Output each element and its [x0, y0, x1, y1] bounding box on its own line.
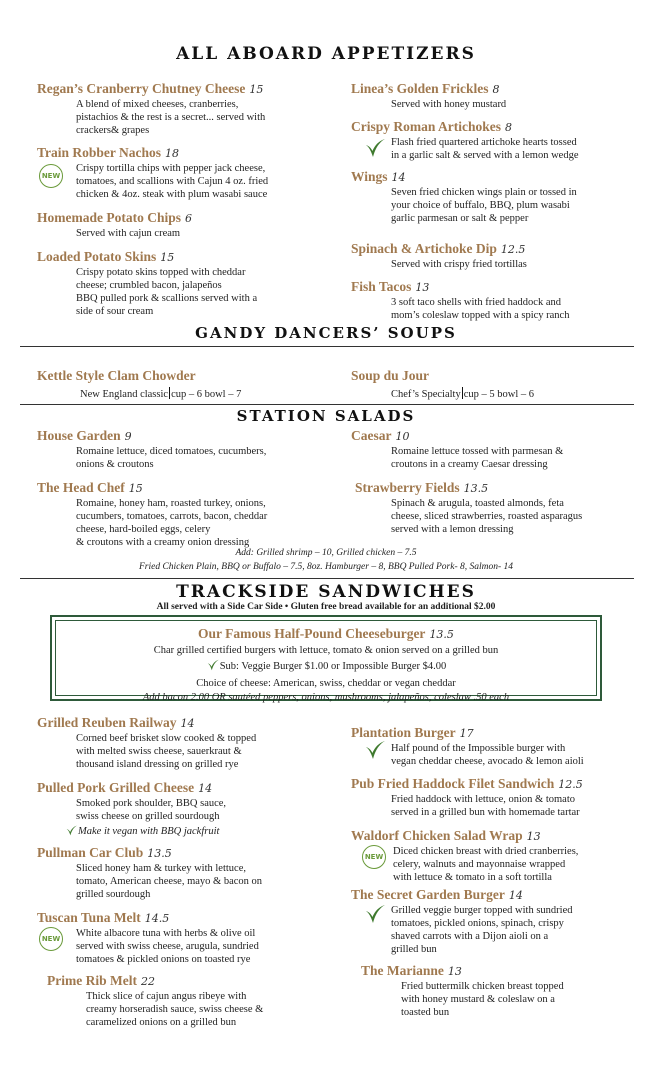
- item-price: 12.5: [558, 778, 583, 791]
- item-price: 10: [395, 430, 410, 443]
- salads-title: STATION SALADS: [236, 407, 416, 425]
- separator: [169, 387, 170, 399]
- menu-item: Loaded Potato Skins 15 Crispy potato skins topped with cheddar cheese; crumbled bacon, jalapeños BBQ pulled pork & scallions served with a side of sour cream: [37, 249, 258, 317]
- item-name: Our Famous Half-Pound Cheeseburger: [198, 626, 426, 641]
- menu-item: Waldorf Chicken Salad Wrap 13 Diced chicken breast with dried cranberries, celery, walnuts and mayonnaise wrapped with lettuce & tomato in a soft tortilla: [351, 828, 579, 883]
- menu-item: Strawberry Fields 13.5 Spinach & arugula, toasted almonds, feta cheese, sliced strawberries, roasted asparagus served with a lemon dressing: [355, 480, 583, 535]
- separator: [462, 387, 463, 399]
- item-name: Tuscan Tuna Melt: [37, 910, 141, 925]
- soup-item: Kettle Style Clam Chowder New England classic cup – 6 bowl – 7: [37, 368, 337, 400]
- item-price: 17: [459, 727, 474, 740]
- menu-item: Pulled Pork Grilled Cheese 14 Smoked pork shoulder, BBQ sauce, swiss cheese on grilled sourdough Make it vegan with BBQ jackfruit: [37, 777, 337, 841]
- menu-item: Caesar 10 Romaine lettuce tossed with parmesan & croutons in a creamy Caesar dressing: [351, 428, 564, 470]
- item-price: 9: [124, 430, 132, 443]
- menu-item: Train Robber Nachos 18 Crispy tortilla chips with pepper jack cheese, tomatoes, and scallions with Cajun 4 oz. fried chicken & 4oz. steak with plum wasabi sauce: [37, 145, 269, 200]
- add-note: Add: Grilled shrimp – 10, Grilled chicken – 7.5: [235, 548, 417, 558]
- item-price: 15: [160, 251, 175, 264]
- menu-item: Prime Rib Melt 22 Thick slice of cajun angus ribeye with creamy horseradish sauce, swiss cheese & caramelized onions on a grilled bun: [47, 973, 264, 1028]
- item-price: 14: [508, 889, 523, 902]
- menu-item: The Marianne 13 Fried buttermilk chicken breast topped with honey mustard & coleslaw on a toasted bun: [361, 963, 564, 1018]
- soup-item: Soup du Jour Chef’s Specialty cup – 5 bowl – 6: [351, 368, 641, 400]
- vegan-leaf-icon: [206, 658, 220, 676]
- item-price: 13.5: [147, 847, 172, 860]
- vegan-leaf-icon: [65, 824, 78, 841]
- menu-item: Crispy Roman Artichokes 8 Flash fried quartered artichoke hearts tossed in a garlic salt & served with a lemon wedge: [351, 119, 579, 161]
- sandwiches-subtitle: All served with a Side Car Side • Gluten free bread available for an additional $2.00: [156, 602, 496, 612]
- item-price: 13.5: [429, 628, 454, 641]
- item-name: The Marianne: [361, 963, 444, 978]
- item-name: Fish Tacos: [351, 279, 412, 294]
- item-name: Pub Fried Haddock Filet Sandwich: [351, 776, 555, 791]
- item-price: 13.5: [463, 482, 489, 495]
- new-badge-icon: NEW: [39, 927, 63, 951]
- menu-item: Spinach & Artichoke Dip 12.5 Served with crispy fried tortillas: [351, 241, 527, 270]
- sandwiches-title: TRACKSIDE SANDWICHES: [176, 582, 476, 602]
- menu-item: The Head Chef 15 Romaine, honey ham, roasted turkey, onions, cucumbers, tomatoes, carrots, bacon, cheddar cheese, hard-boiled eggs, celery & croutons with a creamy onion dressing: [37, 480, 268, 548]
- item-price: 13: [526, 830, 541, 843]
- item-price: 18: [165, 147, 180, 160]
- item-price: 6: [185, 212, 192, 225]
- item-price: 14: [198, 782, 213, 795]
- menu-item: House Garden 9 Romaine lettuce, diced tomatoes, cucumbers, onions & croutons: [37, 428, 267, 470]
- item-name: Pulled Pork Grilled Cheese: [37, 780, 195, 795]
- item-price: 15: [249, 83, 264, 96]
- item-name: Loaded Potato Skins: [37, 249, 157, 264]
- item-name: Wings: [351, 169, 388, 184]
- menu-item: Fish Tacos 13 3 soft taco shells with fried haddock and mom’s coleslaw topped with a spicy ranch: [351, 279, 570, 321]
- divider: [20, 404, 634, 405]
- item-price: 14.5: [144, 912, 170, 925]
- new-badge-icon: NEW: [362, 845, 386, 869]
- featured-sub-line: Sub: Veggie Burger $1.00 or Impossible Burger $4.00: [50, 658, 602, 676]
- item-name: Crispy Roman Artichokes: [351, 119, 502, 134]
- menu-item: Regan’s Cranberry Chutney Cheese 15 A blend of mixed cheeses, cranberries, pistachios & the rest is a secret... served with crackers& grapes: [37, 81, 266, 136]
- menu-item: Linea’s Golden Frickles 8 Served with honey mustard: [351, 81, 507, 110]
- item-name: Train Robber Nachos: [37, 145, 162, 160]
- item-name: Plantation Burger: [351, 725, 456, 740]
- vegan-note: Make it vegan with BBQ jackfruit: [65, 824, 337, 841]
- menu-item: The Secret Garden Burger 14 Grilled veggie burger topped with sundried tomatoes, pickled onions, spinach, crispy shaved carrots with a Dijon aioli on a grilled bun: [351, 887, 573, 955]
- item-price: 22: [140, 975, 155, 988]
- new-badge-icon: NEW: [39, 164, 63, 188]
- item-price: 14: [180, 717, 195, 730]
- item-name: The Secret Garden Burger: [351, 887, 505, 902]
- item-price: 8: [492, 83, 500, 96]
- vegan-leaf-icon: [363, 136, 387, 160]
- divider: [20, 346, 634, 347]
- vegan-leaf-icon: [363, 738, 387, 762]
- item-name: Pullman Car Club: [37, 845, 144, 860]
- item-name: Linea’s Golden Frickles: [351, 81, 489, 96]
- item-name: Prime Rib Melt: [47, 973, 137, 988]
- menu-item: Plantation Burger 17 Half pound of the Impossible burger with vegan cheddar cheese, avocado & lemon aioli: [351, 725, 584, 767]
- appetizers-title: ALL ABOARD APPETIZERS: [176, 44, 476, 64]
- item-price: 13: [447, 965, 462, 978]
- item-name: Strawberry Fields: [355, 480, 460, 495]
- menu-item: Pullman Car Club 13.5 Sliced honey ham & turkey with lettuce, tomato, American cheese, mayo & bacon on grilled sourdough: [37, 845, 263, 900]
- menu-item: Homemade Potato Chips 6 Served with cajun cream: [37, 210, 192, 239]
- divider: [20, 578, 634, 579]
- menu-item: Tuscan Tuna Melt 14.5 White albacore tuna with herbs & olive oil served with swiss cheese, arugula, sundried tomatoes & pickled onions on toasted rye: [37, 910, 259, 965]
- item-name: Spinach & Artichoke Dip: [351, 241, 497, 256]
- item-price: 12.5: [500, 243, 526, 256]
- item-name: Regan’s Cranberry Chutney Cheese: [37, 81, 246, 96]
- featured-item: Our Famous Half-Pound Cheeseburger 13.5 Char grilled certified burgers with lettuce, tomato & onion served on a grilled bun Sub: Veggie Burger $1.00 or Impossible Burger $4.00 Choice of cheese: American, swiss, cheddar or vegan cheddar Add bacon 2.00 OR sautéed peppers, onions, mushrooms, jalapeños, coleslaw .50 each: [50, 623, 602, 704]
- item-price: 13: [415, 281, 430, 294]
- add-note: Fried Chicken Plain, BBQ or Buffalo – 7.5, 8oz. Hamburger – 8, BBQ Pulled Pork- 8, Salmon- 14: [138, 562, 514, 572]
- menu-item: Pub Fried Haddock Filet Sandwich 12.5 Fried haddock with lettuce, onion & tomato served in a grilled bun with homemade tartar: [351, 776, 583, 818]
- item-name: Homemade Potato Chips: [37, 210, 181, 225]
- item-name: Waldorf Chicken Salad Wrap: [351, 828, 523, 843]
- vegan-leaf-icon: [363, 902, 387, 926]
- menu-item: Wings 14 Seven fried chicken wings plain or tossed in your choice of buffalo, BBQ, plum wasabi garlic parmesan or salt & pepper: [351, 169, 577, 224]
- item-price: 14: [391, 171, 406, 184]
- menu-item: Grilled Reuben Railway 14 Corned beef brisket slow cooked & topped with melted swiss cheese, sauerkraut & thousand island dressing on grilled rye: [37, 715, 257, 770]
- item-name: Caesar: [351, 428, 392, 443]
- item-name: House Garden: [37, 428, 121, 443]
- item-price: 8: [505, 121, 513, 134]
- soups-title: GANDY DANCERS’ SOUPS: [195, 324, 457, 342]
- item-name: Kettle Style Clam Chowder: [37, 368, 196, 383]
- item-name: Grilled Reuben Railway: [37, 715, 177, 730]
- item-name: The Head Chef: [37, 480, 125, 495]
- item-price: 15: [128, 482, 143, 495]
- item-name: Soup du Jour: [351, 368, 430, 383]
